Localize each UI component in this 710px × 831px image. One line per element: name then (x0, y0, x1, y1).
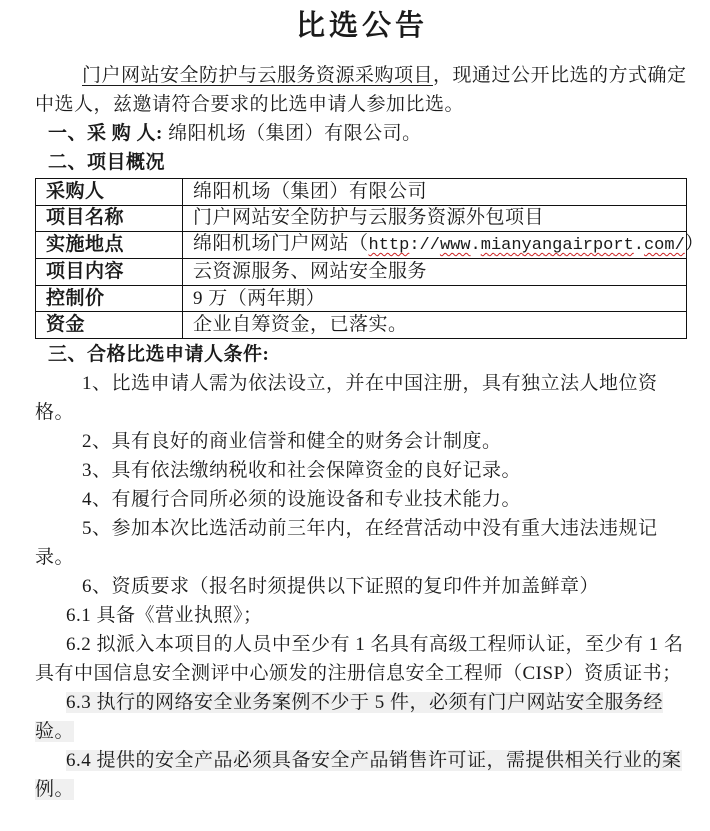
condition-text: 2、具有良好的商业信誉和健全的财务会计制度。 (82, 430, 502, 452)
table-row (36, 205, 687, 232)
url-segment: :// (409, 236, 440, 256)
condition-text: 6.1 具备《营业执照》； (66, 604, 263, 626)
section-conditions-heading: 三、合格比选申请人条件: (48, 343, 270, 365)
condition-text: 1、比选申请人需为依法设立，并在中国注册，具有独立法人地位资格。 (35, 372, 658, 423)
url-segment-spellcheck: mianyangairport (480, 236, 634, 256)
condition-text: 6、资质要求（报名时须提供以下证照的复印件并加盖鲜章） (82, 575, 600, 597)
condition-item (35, 427, 689, 456)
section-overview-heading: 二、项目概况 (48, 152, 166, 173)
condition-text: 5、参加本次比选活动前三年内，在经营活动中没有重大违法违规记录。 (35, 517, 658, 568)
row-value: 门户网站安全防护与云服务资源外包项目 (183, 205, 687, 232)
row-value: 9 万（两年期） (183, 285, 687, 312)
row-label: 资金 (36, 312, 183, 339)
conditions-list (35, 369, 689, 804)
table-row (36, 179, 687, 206)
table-row (36, 312, 687, 339)
condition-text: 3、具有依法缴纳税收和社会保障资金的良好记录。 (82, 459, 522, 481)
url-segment-spellcheck: www (439, 236, 471, 256)
row-label: 采购人 (36, 179, 183, 206)
url-segment-spellcheck: com/ (643, 236, 685, 256)
table-row (36, 259, 687, 286)
project-name-underlined: 门户网站安全防护与云服务资源采购项目 (82, 65, 434, 86)
section-purchaser (35, 119, 689, 148)
row-value: 绵阳机场门户网站（http://www.mianyangairport.com/） (183, 232, 687, 259)
condition-item (35, 456, 689, 485)
condition-item (35, 572, 689, 601)
row-label: 控制价 (36, 285, 183, 312)
document-title: 比选公告 (295, 10, 428, 42)
row-value: 企业自筹资金，已落实。 (183, 312, 687, 339)
row-label: 实施地点 (36, 232, 183, 259)
project-overview-table (35, 178, 705, 339)
condition-text: 4、有履行合同所必须的设施设备和专业技术能力。 (82, 488, 522, 510)
row-value: 云资源服务、网站安全服务 (183, 259, 687, 286)
condition-item (35, 369, 689, 427)
condition-item (35, 688, 689, 746)
table-row (36, 285, 687, 312)
intro-paragraph (35, 61, 689, 119)
condition-item (35, 746, 689, 804)
condition-item (35, 630, 689, 688)
condition-item (35, 485, 689, 514)
condition-item (35, 601, 689, 630)
section-purchaser-value: 绵阳机场（集团）有限公司。 (162, 123, 422, 144)
table-row (36, 232, 687, 259)
url-segment: . (633, 236, 644, 256)
url-segment-spellcheck: http (368, 236, 410, 256)
row-value: 绵阳机场（集团）有限公司 (183, 179, 687, 206)
website-url (369, 236, 685, 255)
condition-text-shaded: 6.3 执行的网络安全业务案例不少于 5 件，必须有门户网站安全服务经验。 (35, 691, 664, 742)
condition-text: 6.2 拟派入本项目的人员中至少有 1 名具有高级工程师认证，至少有 1 名具有中国信息安全测评中心颁发的注册信息安全工程师（CISP）资质证书； (35, 633, 684, 684)
condition-text-shaded: 6.4 提供的安全产品必须具备安全产品销售许可证，需提供相关行业的案例。 (35, 749, 682, 800)
intro-rest-text: ，现通过公开比选的方式确定中选人，兹邀请符合要求的比选申请人参加比选。 (35, 65, 687, 115)
condition-item (35, 514, 689, 572)
row-label: 项目内容 (36, 259, 183, 286)
url-segment: . (470, 236, 481, 256)
row-label: 项目名称 (36, 205, 183, 232)
section-purchaser-label: 一、采 购 人: (48, 123, 163, 144)
